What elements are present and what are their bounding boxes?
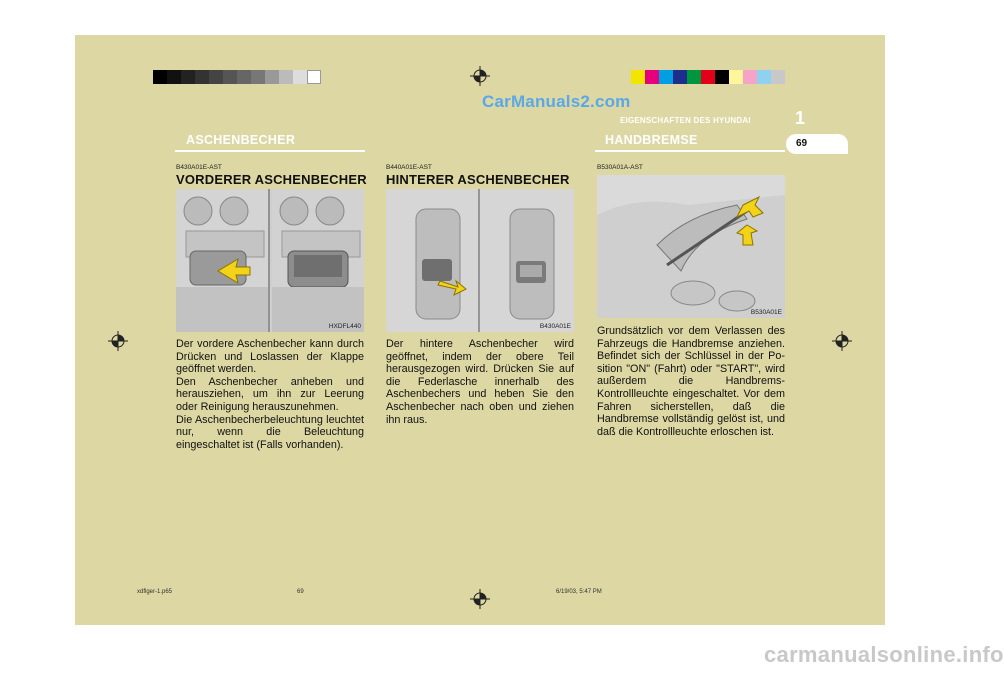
tab-underline-right	[595, 150, 785, 152]
watermark-bottom[interactable]: carmanualsonline.info	[764, 642, 1004, 667]
tab-underline-left	[175, 150, 365, 152]
section-code-1: B430A01E-AST	[176, 164, 222, 171]
section-text-2: Der hintere Aschenbecher wird geöffnet, indem der obere Teil herausgezogen wird. Drücken Sie auf die Federlasche innerhalb des Aschenbechers und heben Sie den Aschenbecher nach oben und ziehen ihn raus.	[386, 338, 574, 426]
handbrake-photo	[597, 175, 785, 318]
chapter-title: EIGENSCHAFTEN DES HYUNDAI	[620, 116, 751, 125]
section-title-2: HINTERER ASCHENBECHER	[386, 172, 570, 187]
registration-mark-icon	[470, 66, 490, 86]
section-code-2: B440A01E-AST	[386, 164, 432, 171]
image-label-3: B530A01E	[750, 309, 782, 316]
rear-ashtray-photo	[386, 189, 574, 332]
page-number: 69	[796, 138, 808, 149]
image-label-1: HXDFL440	[328, 323, 361, 330]
registration-mark-icon	[470, 589, 490, 609]
section-tab-right: HANDBREMSE	[605, 133, 698, 147]
footer-page: 69	[297, 589, 304, 595]
footer-date: 6/19/03, 5:47 PM	[556, 589, 602, 595]
image-label-2: B430A01E	[539, 323, 571, 330]
grayscale-bar	[153, 70, 321, 84]
color-bar	[631, 70, 785, 84]
section-title-1: VORDERER ASCHENBECHER	[176, 172, 367, 187]
page-number-tab	[786, 134, 848, 154]
chapter-number: 1	[795, 108, 806, 128]
section-text-3: Grundsätzlich vor dem Verlassen des Fahrzeugs die Handbremse anziehen. Befindet sich der Schlüssel in der Po-sition "ON" (Fahrt) oder "START", wird außerdem die Handbrems-Kontrollleuchte eingeschaltet. Vor dem Fahren sicherstellen, daß die Handbremse vollständig gelöst ist, und daß die Kontrollleuchte erloschen ist.	[597, 325, 785, 438]
section-tab-left: ASCHENBECHER	[186, 133, 296, 147]
registration-mark-icon	[108, 331, 128, 351]
section-code-3: B530A01A-AST	[597, 164, 643, 171]
footer-file: xdflger-1.p65	[137, 589, 173, 595]
watermark-top[interactable]: CarManuals2.com	[482, 92, 631, 111]
front-ashtray-photo	[176, 189, 364, 332]
registration-mark-icon	[832, 331, 852, 351]
section-text-1: Der vordere Aschenbecher kann durch Drücken und Loslassen der Klappe geöffnet werden. Den Aschenbecher anheben und herausziehen, um ihn zur Leerung oder Reinigung herauszunehmen. Die Aschenbecherbeleuchtung leuchtet nur, wenn die Beleuchtung eingeschaltet ist (Falls vorhanden).	[176, 338, 364, 451]
